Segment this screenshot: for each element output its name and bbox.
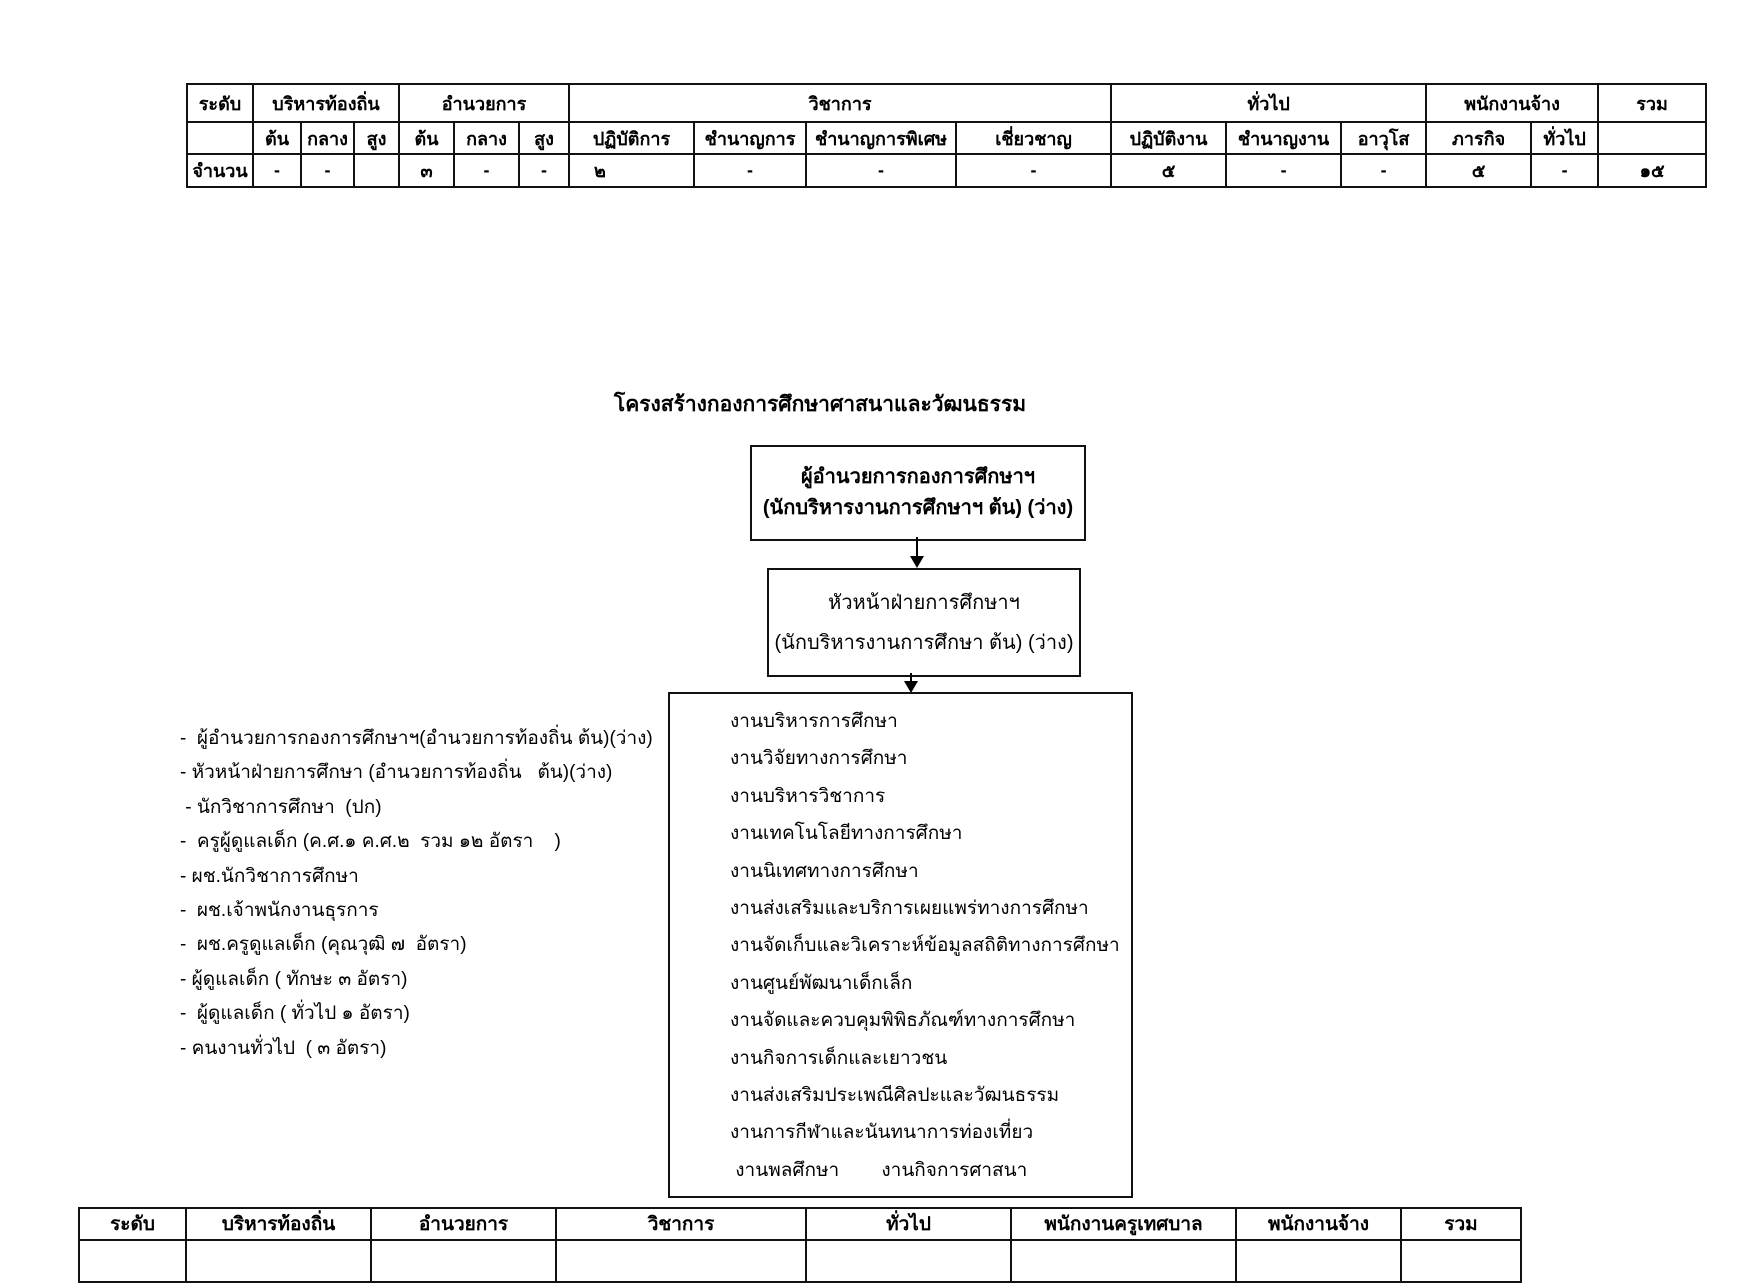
table-row [187, 154, 1706, 187]
empty-cell [1236, 1240, 1401, 1282]
head-box-title: หัวหน้าฝ่ายการศึกษาฯ [828, 591, 1020, 614]
task-item: งานเทคโนโลยีทางการศึกษา [730, 823, 963, 845]
bottom-header-general: ทั่วไป [806, 1208, 1011, 1240]
task-item: งานนิเทศทางการศึกษา [730, 860, 919, 882]
empty-cell [1011, 1240, 1236, 1282]
table-row [79, 1208, 1521, 1240]
count-value: - [1531, 154, 1598, 187]
sub-header: ต้น [253, 122, 301, 154]
task-item: งานพลศึกษา งานกิจการศาสนา [730, 1159, 1028, 1181]
table-row [79, 1240, 1521, 1282]
staff-list-item: - ผช.เจ้าพนักงานธุรการ [180, 900, 379, 922]
staffing-summary-table [186, 83, 1707, 188]
sub-header: ชำนาญการพิเศษ [806, 122, 956, 154]
count-label: จำนวน [187, 154, 253, 187]
table-row [187, 84, 1706, 122]
level-header: ระดับ [187, 84, 253, 122]
empty-cell [186, 1240, 371, 1282]
count-value [354, 154, 399, 187]
bottom-header-academic: วิชาการ [556, 1208, 806, 1240]
task-item: งานกิจการเด็กและเยาวชน [730, 1047, 948, 1069]
connector-line [916, 537, 918, 557]
group-header-total: รวม [1598, 84, 1706, 122]
group-header-employees: พนักงานจ้าง [1426, 84, 1598, 122]
count-value: - [1341, 154, 1426, 187]
staff-list-item: - หัวหน้าฝ่ายการศึกษา (อำนวยการท้องถิ่น ต้น)(ว่าง) [180, 762, 613, 784]
staff-list-item: - ผู้ดูแลเด็ก ( ทั่วไป ๑ อัตรา) [180, 1003, 410, 1025]
sub-header: กลาง [301, 122, 354, 154]
tasks-box [668, 692, 1133, 1198]
sub-header: ปฏิบัติการ [569, 122, 694, 154]
sub-header: ชำนาญงาน [1226, 122, 1341, 154]
count-value: - [694, 154, 806, 187]
arrow-down-icon [910, 556, 924, 568]
sub-header: ปฏิบัติงาน [1111, 122, 1226, 154]
task-item: งานบริหารการศึกษา [730, 711, 898, 732]
staff-list-item: - คนงานทั่วไป ( ๓ อัตรา) [180, 1037, 387, 1059]
empty-cell [1598, 122, 1706, 154]
count-value: ๕ [1426, 154, 1531, 187]
count-value: - [956, 154, 1111, 187]
sub-header: ต้น [399, 122, 454, 154]
group-header-local-admin: บริหารท้องถิ่น [253, 84, 399, 122]
count-value: ๕ [1111, 154, 1226, 187]
bottom-header-director: อำนวยการ [371, 1208, 556, 1240]
table-row [187, 122, 1706, 154]
sub-header: ชำนาญการ [694, 122, 806, 154]
count-value: - [806, 154, 956, 187]
staff-list-item: - ผช.ครูดูแลเด็ก (คุณวุฒิ ๗ อัตรา) [180, 934, 467, 956]
bottom-header-level: ระดับ [79, 1208, 186, 1240]
task-item: งานจัดและควบคุมพิพิธภัณฑ์ทางการศึกษา [730, 1010, 1076, 1032]
bottom-header-municipal-teachers: พนักงานครูเทศบาล [1011, 1208, 1236, 1240]
empty-cell [556, 1240, 806, 1282]
empty-cell [79, 1240, 186, 1282]
task-item: งานวิจัยทางการศึกษา [730, 748, 908, 770]
count-value: - [301, 154, 354, 187]
staff-list-item: - ผช.นักวิชาการศึกษา [180, 865, 359, 887]
count-value: ๑๕ [1598, 154, 1706, 187]
director-box-subtitle: (นักบริหารงานการศึกษาฯ ต้น) (ว่าง) [762, 497, 1074, 519]
task-item: งานการกีฬาและนันทนาการท่องเที่ยว [730, 1122, 1034, 1144]
staff-list-item: - ครูผู้ดูแลเด็ก (ค.ศ.๑ ค.ศ.๒ รวม ๑๒ อัตรา ) [180, 831, 561, 853]
count-value: - [1226, 154, 1341, 187]
staff-list-item: - ผู้อำนวยการกองการศึกษาฯ(อำนวยการท้องถิ่น ต้น)(ว่าง) [180, 728, 653, 749]
sub-header: สูง [354, 122, 399, 154]
sub-header: สูง [519, 122, 569, 154]
group-header-academic: วิชาการ [569, 84, 1111, 122]
sub-header: กลาง [454, 122, 519, 154]
sub-header: ทั่วไป [1531, 122, 1598, 154]
empty-cell [806, 1240, 1011, 1282]
bottom-header-employees: พนักงานจ้าง [1236, 1208, 1401, 1240]
director-box [750, 445, 1086, 541]
task-item: งานบริหารวิชาการ [730, 785, 886, 807]
empty-cell [1401, 1240, 1521, 1282]
head-box-subtitle: (นักบริหารงานการศึกษา ต้น) (ว่าง) [774, 631, 1074, 654]
group-header-general: ทั่วไป [1111, 84, 1426, 122]
count-value: - [253, 154, 301, 187]
bottom-header-total: รวม [1401, 1208, 1521, 1240]
task-item: งานศูนย์พัฒนาเด็กเล็ก [730, 972, 913, 994]
count-value: ๒ [569, 154, 694, 187]
department-head-box [767, 568, 1081, 677]
sub-header: อาวุโส [1341, 122, 1426, 154]
sub-header: เชี่ยวชาญ [956, 122, 1111, 154]
org-chart-title: โครงสร้างกองการศึกษาศาสนาและวัฒนธรรม [613, 393, 1027, 416]
director-box-title: ผู้อำนวยการกองการศึกษาฯ [800, 466, 1036, 488]
task-item: งานส่งเสริมประเพณีศิลปะและวัฒนธรรม [730, 1085, 1060, 1107]
bottom-header-local-admin: บริหารท้องถิ่น [186, 1208, 371, 1240]
task-item: งานจัดเก็บและวิเคราะห์ข้อมูลสถิติทางการศึกษา [730, 935, 1120, 957]
sub-header: ภารกิจ [1426, 122, 1531, 154]
count-value: ๓ [399, 154, 454, 187]
staff-list-item: - นักวิชาการศึกษา (ปก) [180, 796, 382, 818]
count-value: - [519, 154, 569, 187]
group-header-director: อำนวยการ [399, 84, 569, 122]
task-item: งานส่งเสริมและบริการเผยแพร่ทางการศึกษา [730, 898, 1089, 920]
staff-list-item: - ผู้ดูแลเด็ก ( ทักษะ ๓ อัตรา) [180, 968, 408, 990]
empty-cell [187, 122, 253, 154]
empty-cell [371, 1240, 556, 1282]
staff-list [180, 722, 653, 1066]
bottom-summary-table [78, 1207, 1522, 1283]
count-value: - [454, 154, 519, 187]
